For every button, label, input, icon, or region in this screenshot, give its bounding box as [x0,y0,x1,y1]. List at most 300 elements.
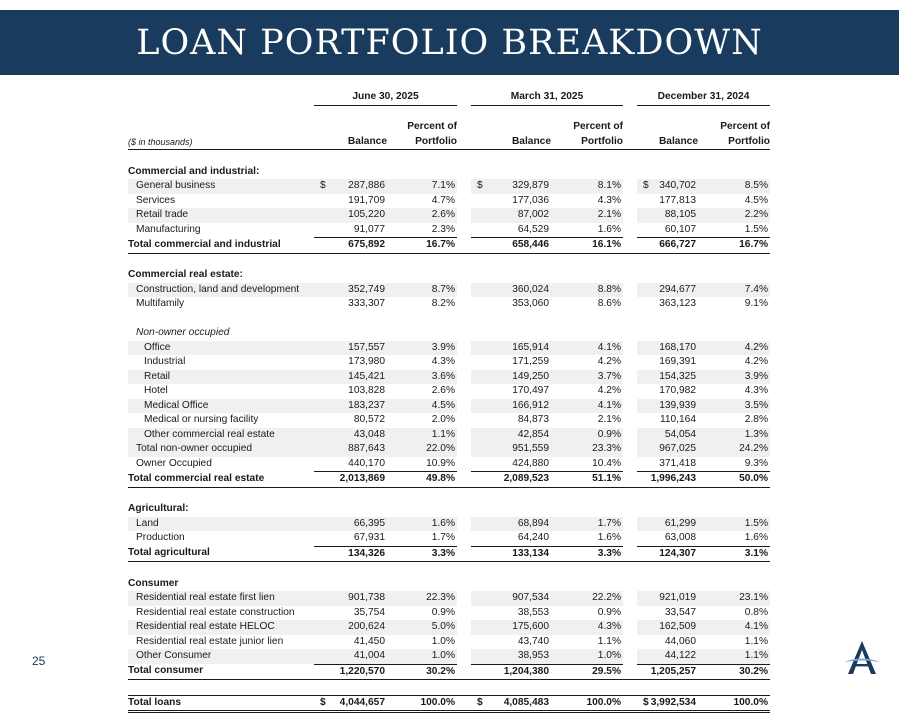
balance-value: 61,299 [664,517,697,529]
balance-value: 177,036 [512,194,550,206]
balance-cell [471,606,551,621]
row-label: Office [128,341,314,356]
balance-cell [314,341,387,356]
balance-value: 80,572 [353,414,385,425]
balance-cell [471,194,551,209]
page-title: LOAN PORTFOLIO BREAKDOWN [136,22,763,63]
percent-cell: 8.5% [698,179,770,194]
balance-value: 64,240 [517,532,550,543]
percent-cell: 30.2% [387,664,457,680]
percent-cell: 51.1% [551,472,623,488]
currency-symbol: $ [320,696,326,708]
table-row [128,635,770,650]
percent-cell: 22.3% [387,591,457,606]
percent-cell: 10.9% [426,457,456,469]
percent-cell: 1.5% [744,223,769,235]
balance-cell [314,457,387,472]
balance-value: 35,754 [353,606,385,618]
balance-value: 200,624 [348,621,385,632]
percent-cell: 0.9% [597,606,622,618]
percent-cell: 3.7% [551,370,623,385]
balance-cell [637,223,698,238]
section-cre-heading [128,268,770,283]
section-consumer-heading-label: Consumer [128,577,179,589]
balance-value: 1,204,380 [503,665,550,677]
balance-cell [314,208,387,223]
percent-cell: 1.6% [597,532,622,543]
balance-cell [314,238,387,254]
balance-cell [471,413,551,428]
section-cre-heading-label: Commercial real estate: [128,269,243,280]
table-row [128,384,770,399]
percent-cell: 2.3% [431,223,456,235]
balance-value: 166,912 [512,399,550,411]
period-header-row [128,90,770,105]
percent-cell: 29.5% [551,664,623,680]
row-label: General business [128,179,314,194]
percent-cell: 4.3% [597,194,622,206]
balance-cell [314,428,387,443]
balance-cell [637,472,698,488]
balance-cell [637,384,698,399]
percent-cell: 2.1% [551,208,623,223]
non-owner-heading-label: Non-owner occupied [136,327,230,338]
balance-cell [471,370,551,385]
table-row [128,297,770,312]
percent-cell: 16.1% [551,238,623,254]
table-row [128,399,770,414]
percent-cell: 4.2% [744,356,769,367]
percent-cell: 8.6% [597,298,622,309]
balance-cell [314,531,387,546]
table-row [128,413,770,428]
balance-cell [471,384,551,399]
row-label: Medical or nursing facility [144,414,259,425]
balance-value: 44,060 [664,635,697,647]
section-ag-heading [128,502,770,517]
total-loans-row [128,695,770,712]
pct-header-3: Percent of [720,121,771,132]
percent-cell: 4.1% [551,341,623,356]
percent-cell: 9.1% [744,298,769,309]
currency-symbol: $ [643,696,649,708]
balance-cell [637,208,698,223]
balance-value: 4,085,483 [503,696,550,708]
balance-value: 4,044,657 [339,696,385,708]
balance-value: 173,980 [348,356,385,367]
title-banner [0,10,899,75]
percent-cell: 7.1% [387,179,457,194]
spacer-row [128,150,770,165]
balance-cell [314,635,387,650]
percent-cell: 4.3% [551,620,623,635]
balance-value: 287,886 [348,180,385,191]
percent-cell: 50.0% [698,472,770,488]
balance-cell [637,413,698,428]
table-row [128,531,770,546]
balance-cell [471,457,551,472]
percent-cell: 1.6% [744,532,769,543]
percent-cell: 1.5% [698,517,770,532]
balance-value: 901,738 [348,592,385,603]
pct-header-2: Percent of [573,121,624,132]
percent-cell: 23.1% [698,591,770,606]
balance-cell [471,399,551,414]
balance-cell [637,238,698,254]
balance-cell [637,546,698,562]
balance-value: 294,677 [659,283,697,295]
table-row [128,591,770,606]
percent-cell: 30.2% [698,664,770,680]
balance-value: 64,529 [517,223,550,235]
balance-value: 658,446 [512,239,550,250]
row-label: Construction, land and development [128,283,314,298]
balance-cell [637,606,698,621]
balance-value: 41,004 [353,650,385,661]
row-label: Residential real estate junior lien [136,635,284,647]
balance-value: 170,497 [512,385,550,396]
balance-cell [314,664,387,680]
balance-value: 340,702 [659,180,697,191]
page-number: 25 [32,654,46,668]
percent-cell: 23.3% [551,442,623,457]
percent-cell: 16.7% [387,238,457,254]
balance-cell [637,457,698,472]
row-label: Medical Office [128,399,314,414]
balance-value: 84,873 [517,414,550,425]
balance-value: 110,164 [659,414,697,425]
balance-value: 352,749 [348,283,385,295]
portfolio-header-3: Portfolio [698,135,770,150]
balance-value: 353,060 [512,298,550,309]
spacer-row [128,253,770,268]
balance-value: 43,740 [517,635,550,647]
table-row [128,341,770,356]
balance-cell [314,223,387,238]
balance-cell [471,695,551,712]
balance-value: 2,089,523 [503,473,550,484]
balance-value: 88,105 [664,209,697,220]
percent-cell: 8.2% [431,298,456,309]
row-label: Total commercial and industrial [128,238,314,254]
percent-cell: 1.7% [431,532,456,543]
percent-cell: 4.2% [597,356,622,367]
balance-cell [637,695,698,712]
balance-value: 149,250 [512,370,550,382]
balance-value: 162,509 [659,621,697,632]
percent-cell: 2.8% [744,414,769,425]
units-label: ($ in thousands) [128,135,314,150]
balance-cell [314,649,387,664]
top-stripe [0,0,899,9]
percent-cell: 2.0% [431,414,456,425]
balance-cell [637,370,698,385]
section-consumer-heading [128,577,770,592]
percent-cell: 4.3% [744,385,769,396]
total-cre-row [128,472,770,488]
section-ci-heading [128,165,770,180]
balance-cell [637,194,698,209]
row-label: Residential real estate construction [136,606,295,618]
row-label: Total loans [128,695,314,712]
percent-cell: 3.9% [698,370,770,385]
table-row [128,517,770,532]
row-label: Hotel [144,385,168,396]
percent-cell: 100.0% [387,695,457,712]
balance-cell [637,649,698,664]
balance-cell [637,428,698,443]
total-consumer-row [128,664,770,680]
balance-cell [314,472,387,488]
balance-value: 103,828 [348,385,385,396]
balance-value: 951,559 [512,443,550,454]
row-label: Production [136,532,185,544]
balance-value: 907,534 [512,592,550,603]
balance-value: 967,025 [659,443,697,454]
section-ag-heading-label: Agricultural: [128,503,189,514]
percent-cell: 2.6% [431,385,456,396]
balance-cell [637,297,698,312]
balance-cell [471,531,551,546]
row-label: Residential real estate HELOC [128,620,314,635]
row-label: Services [136,194,176,206]
percent-cell: 1.0% [431,635,456,647]
row-label: Total agricultural [128,546,314,562]
balance-value: 124,307 [659,547,697,559]
table-row [128,223,770,238]
percent-cell: 22.2% [551,591,623,606]
balance-value: 360,024 [512,283,550,295]
table-row [128,620,770,635]
balance-cell [471,283,551,298]
balance-cell [471,546,551,562]
percent-cell: 1.1% [698,649,770,664]
percent-cell: 1.1% [387,428,457,443]
balance-cell [637,531,698,546]
balance-header-2: Balance [471,135,551,150]
balance-header-1: Balance [314,135,387,150]
balance-value: 67,931 [353,532,385,543]
period-june-2025: June 30, 2025 [314,90,457,105]
balance-cell [471,428,551,443]
balance-value: 440,170 [348,457,385,469]
table-row [128,179,770,194]
balance-value: 675,892 [348,239,385,250]
percent-cell: 2.2% [698,208,770,223]
balance-cell [637,341,698,356]
balance-value: 3,992,534 [650,696,697,708]
balance-value: 169,391 [659,356,697,367]
table-row [128,355,770,370]
total-ag-row [128,546,770,562]
row-label: Retail trade [128,208,314,223]
percent-cell: 4.5% [744,194,769,206]
balance-cell [637,620,698,635]
spacer-row [128,562,770,577]
percent-cell: 8.1% [551,179,623,194]
balance-cell [637,442,698,457]
balance-value: 66,395 [353,517,385,529]
balance-value: 157,557 [348,341,385,353]
portfolio-header-1: Portfolio [387,135,457,150]
percent-cell: 0.9% [431,606,456,618]
percent-cell: 3.3% [387,546,457,562]
balance-cell [471,355,551,370]
balance-value: 133,134 [512,547,550,559]
balance-cell [637,517,698,532]
balance-cell [314,384,387,399]
balance-cell [471,517,551,532]
balance-value: 154,325 [659,370,697,382]
portfolio-header-2: Portfolio [551,135,623,150]
balance-cell [471,208,551,223]
balance-cell [314,695,387,712]
currency-symbol: $ [477,180,483,191]
balance-value: 424,880 [512,457,550,469]
row-label: Total non-owner occupied [128,442,314,457]
balance-value: 139,939 [659,399,697,411]
percent-cell: 16.7% [698,238,770,254]
period-dec-2024: December 31, 2024 [637,90,770,105]
balance-cell [471,442,551,457]
row-label: Retail [128,370,314,385]
percent-cell: 2.1% [597,414,622,425]
percent-cell: 1.0% [387,649,457,664]
balance-cell [637,355,698,370]
percent-cell: 5.0% [387,620,457,635]
percent-cell: 1.0% [551,649,623,664]
percent-cell: 4.3% [431,356,456,367]
balance-value: 1,996,243 [650,473,697,484]
balance-value: 42,854 [517,428,550,440]
balance-value: 887,643 [348,443,385,454]
period-march-2025: March 31, 2025 [471,90,623,105]
balance-cell [637,664,698,680]
non-owner-heading [128,326,770,341]
percent-cell: 4.7% [431,194,456,206]
balance-cell [314,620,387,635]
percent-cell: 1.7% [551,517,623,532]
balance-cell [637,635,698,650]
percent-cell: 1.1% [744,635,769,647]
table-row [128,283,770,298]
balance-cell [314,194,387,209]
percent-cell: 4.1% [551,399,623,414]
balance-cell [471,179,551,194]
company-logo-icon [842,638,882,678]
balance-cell [314,546,387,562]
balance-cell [314,442,387,457]
spacer-row [128,105,770,120]
spacer-row [128,312,770,327]
balance-cell [471,238,551,254]
percent-cell: 100.0% [698,695,770,712]
balance-cell [314,517,387,532]
currency-symbol: $ [643,180,649,191]
percent-cell: 1.6% [597,223,622,235]
table-row [128,606,770,621]
total-non-owner-row [128,442,770,457]
percent-cell: 4.5% [387,399,457,414]
balance-value: 134,326 [348,547,385,559]
percent-cell: 1.6% [387,517,457,532]
table-row [128,194,770,209]
balance-value: 87,002 [517,209,550,220]
spacer-row [128,487,770,502]
percent-cell: 10.4% [592,457,622,469]
balance-value: 54,054 [664,428,697,440]
balance-value: 38,553 [517,606,550,618]
balance-cell [314,606,387,621]
percent-cell: 3.3% [551,546,623,562]
percent-cell: 7.4% [698,283,770,298]
currency-symbol: $ [320,180,326,191]
column-header-row-1 [128,120,770,135]
balance-cell [314,297,387,312]
balance-value: 105,220 [348,209,385,220]
balance-cell [314,591,387,606]
balance-value: 44,122 [664,650,697,661]
balance-value: 170,982 [659,385,697,396]
percent-cell: 1.3% [698,428,770,443]
balance-header-3: Balance [637,135,698,150]
total-ci-row [128,238,770,254]
percent-cell: 8.8% [551,283,623,298]
percent-cell: 3.1% [698,546,770,562]
row-label: Total consumer [128,664,314,680]
balance-value: 43,048 [353,428,385,440]
balance-cell [471,635,551,650]
balance-value: 63,008 [664,532,697,543]
balance-value: 165,914 [512,341,550,353]
percent-cell: 3.5% [698,399,770,414]
percent-cell: 22.0% [387,442,457,457]
balance-value: 175,600 [512,621,550,632]
percent-cell: 2.6% [387,208,457,223]
balance-value: 41,450 [353,635,385,647]
percent-cell: 1.1% [597,635,622,647]
balance-cell [471,620,551,635]
balance-value: 177,813 [659,194,697,206]
balance-value: 1,220,570 [339,665,385,677]
row-label: Land [128,517,314,532]
percent-cell: 3.6% [387,370,457,385]
row-label: Other Consumer [128,649,314,664]
balance-value: 191,709 [348,194,385,206]
balance-value: 371,418 [659,457,697,469]
balance-cell [471,664,551,680]
percent-cell: 0.8% [744,606,769,618]
balance-value: 2,013,869 [339,473,385,484]
row-label: Other commercial real estate [128,428,314,443]
balance-cell [314,399,387,414]
table-row [128,370,770,385]
row-label: Owner Occupied [136,457,212,469]
balance-value: 91,077 [353,223,385,235]
balance-value: 183,237 [348,399,385,411]
row-label: Multifamily [136,298,185,309]
percent-cell: 49.8% [387,472,457,488]
balance-value: 329,879 [512,180,550,191]
balance-cell [314,413,387,428]
percent-cell: 3.9% [387,341,457,356]
balance-cell [471,472,551,488]
balance-cell [471,223,551,238]
balance-cell [471,649,551,664]
row-label: Industrial [144,356,186,367]
balance-value: 921,019 [659,592,697,603]
percent-cell: 24.2% [698,442,770,457]
